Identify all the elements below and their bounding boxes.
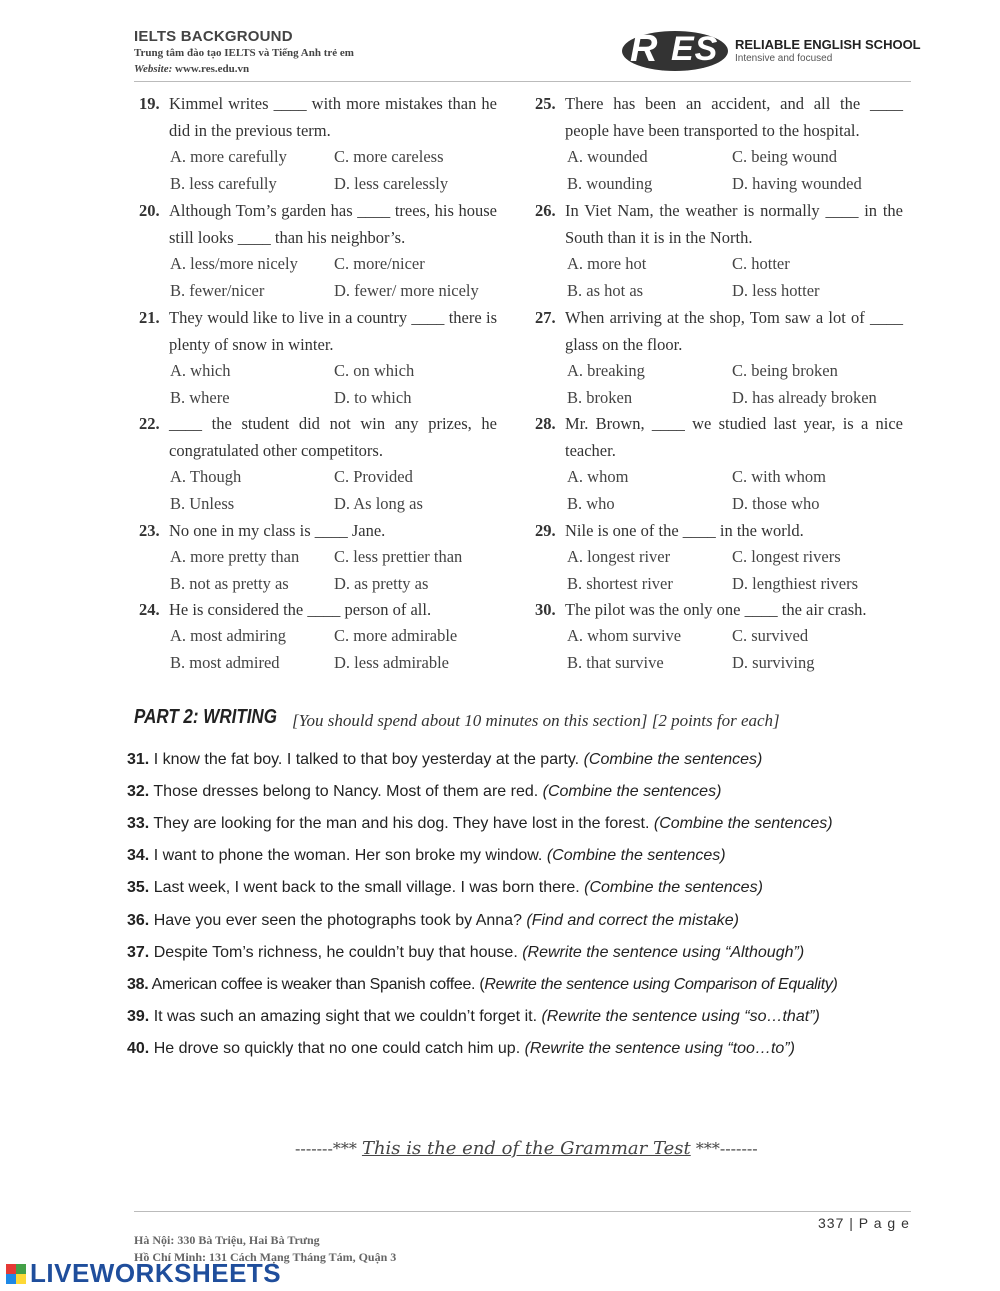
question-stem: There has been an accident, and all the ____ people have been transported to the hospital. [565,94,903,140]
option-c[interactable]: C. more/nicer [334,254,425,273]
question-number: 29. [535,521,556,540]
question-number: 30. [535,600,556,619]
option-c[interactable]: C. more careless [334,147,444,166]
page-number: 337 | P a g e [818,1215,910,1231]
question-number: 20. [139,201,160,220]
writing-item-35 [127,879,763,897]
option-b[interactable]: B. as hot as [567,281,644,300]
question-stem: Kimmel writes ____ with more mistakes than he did in the previous term. [169,94,497,140]
question-stem: When arriving at the shop, Tom saw a lot of ____ glass on the floor. [565,308,903,354]
writing-item-37 [127,944,804,962]
end-prefix: -------*** [295,1139,357,1158]
option-d[interactable]: D. less carelessly [334,174,449,193]
option-d[interactable]: D. having wounded [732,174,862,193]
option-d[interactable]: D. those who [732,494,820,513]
writing-item-36 [127,912,739,930]
option-a[interactable]: A. most admiring [170,626,286,645]
option-c[interactable]: C. more admirable [334,626,458,645]
end-of-test-line [295,1138,758,1159]
item-text: They are looking for the man and his dog. They have lost in the forest. [153,815,650,832]
option-c[interactable]: C. with whom [732,467,826,486]
question-stem: In Viet Nam, the weather is normally ____ in the South than it is in the North. [565,201,903,247]
option-a[interactable]: A. more pretty than [170,547,300,566]
end-suffix: ***------- [695,1139,758,1158]
question-19 [139,91,499,198]
item-number: 35. [127,879,150,896]
question-number: 22. [139,414,160,433]
question-28 [535,411,905,518]
question-23 [139,518,499,598]
option-a[interactable]: A. less/more nicely [170,254,298,273]
question-22 [139,411,499,518]
option-c[interactable]: C. hotter [732,254,790,273]
item-instruction: (Rewrite the sentence using “Although”) [522,944,805,961]
option-d[interactable]: D. surviving [732,653,815,672]
item-instruction: (Combine the sentences) [546,847,726,864]
option-c[interactable]: C. survived [732,626,809,645]
option-b[interactable]: B. not as pretty as [170,574,289,593]
website-label: Website: [134,63,173,75]
option-c[interactable]: C. on which [334,361,415,380]
question-number: 19. [139,94,160,113]
part2-title: PART 2: WRITING [134,706,277,728]
item-text: I want to phone the woman. Her son broke my window. [153,847,543,864]
header-divider [134,81,911,82]
writing-item-40 [127,1040,795,1058]
question-stem: Mr. Brown, ____ we studied last year, is a nice teacher. [565,414,903,460]
item-number: 39. [127,1008,150,1025]
item-number: 36. [127,912,150,929]
question-27 [535,305,905,412]
item-text: He drove so quickly that no one could catch him up. [153,1040,521,1057]
question-number: 23. [139,521,160,540]
school-name: RELIABLE ENGLISH SCHOOL [735,37,921,52]
writing-item-32 [127,783,721,801]
option-a[interactable]: A. longest river [567,547,671,566]
option-a[interactable]: A. which [170,361,231,380]
item-number: 31. [127,751,150,768]
option-b[interactable]: B. where [170,388,230,407]
option-a[interactable]: A. Though [170,467,242,486]
option-a[interactable]: A. more hot [567,254,647,273]
item-instruction: (Combine the sentences) [583,751,763,768]
item-instruction: (Rewrite the sentence using “so…that”) [541,1008,820,1025]
question-29 [535,518,905,598]
option-b[interactable]: B. wounding [567,174,653,193]
footer-divider [134,1211,911,1212]
end-text: This is the end of the Grammar Test [361,1138,691,1159]
option-d[interactable]: D. less admirable [334,653,450,672]
option-b[interactable]: B. fewer/nicer [170,281,265,300]
watermark-text: LIVEWORKSHEETS [30,1258,282,1288]
question-number: 27. [535,308,556,327]
question-21 [139,305,499,412]
option-b[interactable]: B. less carefully [170,174,277,193]
item-text: I know the fat boy. I talked to that boy yesterday at the party. [153,751,580,768]
question-number: 24. [139,600,160,619]
option-b[interactable]: B. who [567,494,615,513]
question-stem: Although Tom’s garden has ____ trees, his house still looks ____ than his neighbor’s. [169,201,497,247]
option-c[interactable]: C. being wound [732,147,837,166]
header-website [134,63,249,75]
part2-instructions: [You should spend about 10 minutes on this section] [2 points for each] [292,711,780,730]
option-d[interactable]: D. to which [334,388,412,407]
option-b[interactable]: B. shortest river [567,574,673,593]
item-number: 40. [127,1040,150,1057]
address-hcm: Hồ Chí Minh: 131 Cách Mạng Tháng Tám, Quận 3 [134,1250,397,1264]
item-number: 38. [127,976,149,993]
question-stem: They would like to live in a country ____ there is plenty of snow in winter. [169,308,497,354]
option-b[interactable]: B. that survive [567,653,664,672]
option-d[interactable]: D. less hotter [732,281,820,300]
item-text: Despite Tom’s richness, he couldn’t buy that house. [153,944,518,961]
item-text: American coffee is weaker than Spanish coffee. ( [151,976,485,993]
option-a[interactable]: A. whom survive [567,626,682,645]
question-number: 28. [535,414,556,433]
item-instruction: (Rewrite the sentence using “too…to”) [524,1040,795,1057]
header-title: IELTS BACKGROUND [134,28,293,45]
question-number: 21. [139,308,160,327]
writing-item-39 [127,1008,820,1026]
option-c[interactable]: C. longest rivers [732,547,841,566]
option-d[interactable]: D. fewer/ more nicely [334,281,479,300]
item-text: Last week, I went back to the small village. I was born there. [153,879,580,896]
item-text: Have you ever seen the photographs took by Anna? [153,912,522,929]
writing-item-31 [127,751,762,769]
option-b[interactable]: B. most admired [170,653,280,672]
option-d[interactable]: D. has already broken [732,388,877,407]
question-stem: The pilot was the only one ____ the air crash. [565,600,867,619]
question-24 [139,597,499,677]
question-stem: No one in my class is ____ Jane. [169,521,386,540]
question-20 [139,198,499,305]
question-26 [535,198,905,305]
question-stem: Nile is one of the ____ in the world. [565,521,804,540]
question-30 [535,597,905,677]
liveworksheets-logo-icon [6,1264,26,1284]
item-instruction: (Find and correct the mistake) [526,912,739,929]
item-number: 32. [127,783,150,800]
item-number: 33. [127,815,150,832]
item-instruction: (Combine the sentences) [542,783,722,800]
question-number: 26. [535,201,556,220]
item-text: It was such an amazing sight that we couldn’t forget it. [153,1008,538,1025]
option-a[interactable]: A. whom [567,467,629,486]
question-25 [535,91,905,198]
item-instruction: Rewrite the sentence using Comparison of Equality) [484,976,838,993]
header-subtitle: Trung tâm đào tạo IELTS và Tiếng Anh trẻ em [134,47,354,59]
question-stem: ____ the student did not win any prizes, he congratulated other competitors. [169,414,497,460]
item-number: 37. [127,944,150,961]
option-c[interactable]: C. Provided [334,467,413,486]
option-a[interactable]: A. more carefully [170,147,287,166]
res-logo-r: R [630,28,658,70]
website-url: www.res.edu.vn [175,63,250,75]
writing-item-33 [127,815,833,833]
question-stem: He is considered the ____ person of all. [169,600,432,619]
option-a[interactable]: A. breaking [567,361,645,380]
option-d[interactable]: D. As long as [334,494,423,513]
option-d[interactable]: D. lengthiest rivers [732,574,859,593]
item-text: Those dresses belong to Nancy. Most of them are red. [153,783,539,800]
item-instruction: (Combine the sentences) [653,815,833,832]
option-d[interactable]: D. as pretty as [334,574,429,593]
writing-item-38 [127,976,838,994]
address-hanoi: Hà Nội: 330 Bà Triệu, Hai Bà Trưng [134,1233,320,1247]
res-logo-es: ES [671,30,719,68]
option-b[interactable]: B. broken [567,388,633,407]
option-c[interactable]: C. being broken [732,361,838,380]
question-number: 25. [535,94,556,113]
item-instruction: (Combine the sentences) [584,879,763,896]
school-tagline: Intensive and focused [735,53,833,64]
option-a[interactable]: A. wounded [567,147,648,166]
liveworksheets-watermark [6,1258,281,1289]
item-number: 34. [127,847,150,864]
option-c[interactable]: C. less prettier than [334,547,463,566]
writing-item-34 [127,847,726,865]
option-b[interactable]: B. Unless [170,494,235,513]
